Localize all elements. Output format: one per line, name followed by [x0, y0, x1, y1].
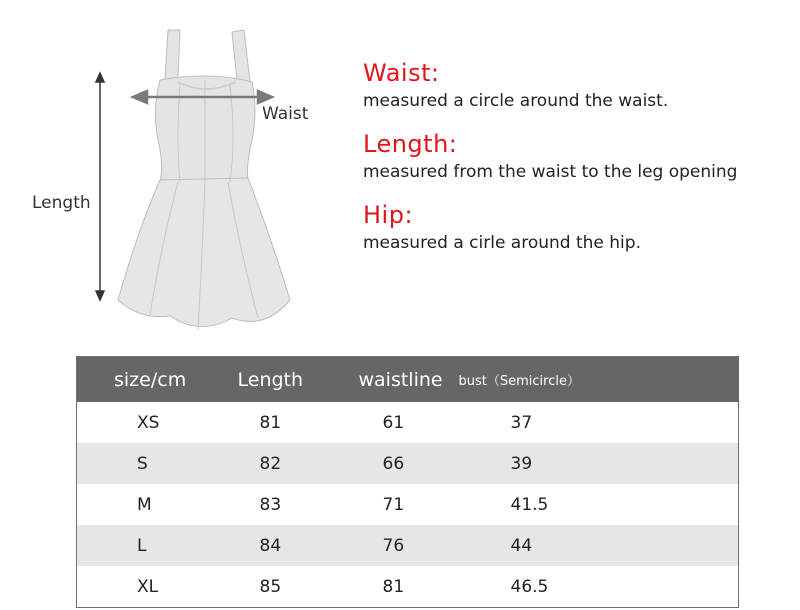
cell-length: 83: [259, 494, 282, 515]
definition-text: measured a cirle around the hip.: [363, 233, 641, 253]
dress-figure: [0, 0, 360, 350]
cell-bust: 46.5: [510, 576, 549, 597]
cell-bust: 37: [510, 412, 533, 433]
length-arrow: [96, 73, 104, 300]
size-chart-table: [76, 356, 739, 608]
cell-waistline: 61: [382, 412, 405, 433]
cell-bust: 41.5: [510, 494, 549, 515]
dress-illustration: [0, 0, 360, 350]
cell-bust: 44: [456, 525, 739, 566]
definition-length: [363, 129, 793, 183]
definition-text: measured from the waist to the leg opening: [363, 162, 738, 182]
waist-label: Waist: [262, 104, 309, 124]
table-row: [77, 566, 739, 608]
definition-title: Waist:: [363, 59, 440, 87]
cell-waistline: 66: [330, 443, 456, 484]
header-size: size/cm: [77, 357, 203, 403]
cell-length: 85: [259, 576, 282, 597]
cell-length: 84: [203, 525, 330, 566]
definition-title: Hip:: [363, 201, 414, 229]
table-row: [77, 525, 739, 566]
header-length: Length: [203, 357, 330, 403]
cell-bust: 39: [456, 443, 739, 484]
cell-length: 81: [259, 412, 282, 433]
table-row: [77, 484, 739, 525]
header-bust: bust（Semicircle）: [456, 357, 739, 403]
length-label: Length: [32, 193, 91, 213]
cell-size: L: [77, 525, 203, 566]
cell-size: S: [77, 443, 203, 484]
table-header-row: [77, 357, 739, 403]
definition-waist: [363, 58, 793, 112]
cell-size: M: [137, 494, 152, 515]
table-row: [77, 443, 739, 484]
measurement-definitions: [363, 58, 793, 254]
table-row: [77, 402, 739, 443]
definition-text: measured a circle around the waist.: [363, 91, 669, 111]
cell-waistline: 71: [382, 494, 405, 515]
cell-waistline: 81: [382, 576, 405, 597]
cell-length: 82: [203, 443, 330, 484]
cell-waistline: 76: [330, 525, 456, 566]
definition-hip: [363, 200, 793, 254]
cell-size: XS: [137, 412, 160, 433]
header-waistline: waistline: [330, 357, 456, 403]
definition-title: Length:: [363, 130, 458, 158]
cell-size: XL: [137, 576, 159, 597]
